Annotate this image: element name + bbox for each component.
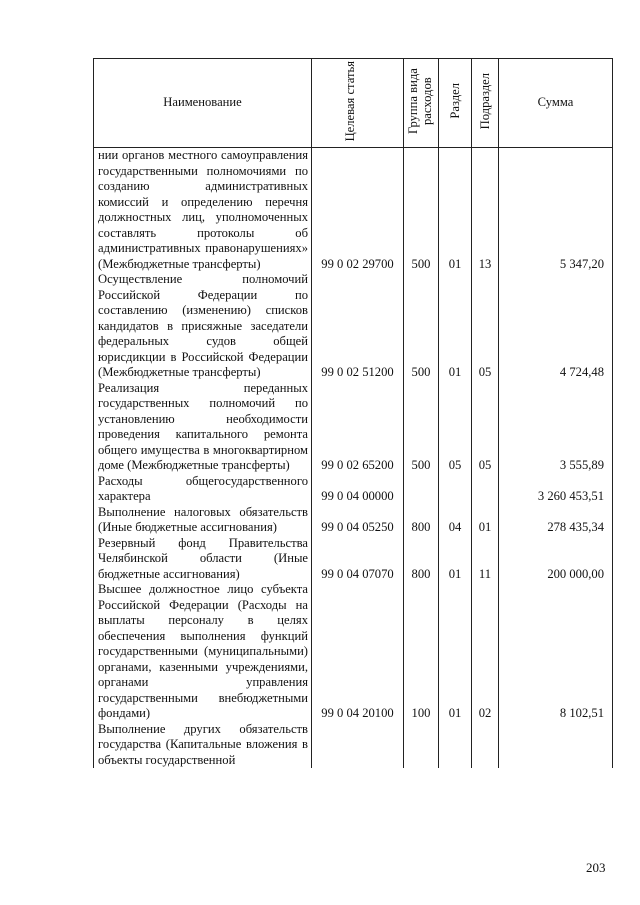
row-subsection: 02	[472, 582, 499, 722]
header-article	[312, 59, 404, 148]
row-name: Расходы общегосударственного характера	[94, 474, 312, 505]
table-row	[94, 148, 613, 273]
table-row	[94, 505, 613, 536]
page-number: 203	[586, 860, 606, 875]
budget-table	[93, 58, 613, 768]
row-name: нии органов местного самоуправления государственными полномочиями по созданию административных комиссий и определению перечня должностных лиц, уполномоченных составлять протоколы об административных правонарушениях» (Межбюджетные трансферты)	[94, 148, 312, 273]
row-subsection: 05	[472, 381, 499, 474]
header-subsection-text: Подраздел	[478, 72, 492, 129]
row-section	[439, 722, 472, 769]
row-code: 99 0 04 07070	[312, 536, 404, 583]
row-sum: 3 555,89	[499, 381, 613, 474]
row-subsection	[472, 722, 499, 769]
header-expense-group-text: Группа вида расходов	[406, 67, 434, 134]
row-sum: 278 435,34	[499, 505, 613, 536]
row-code	[312, 722, 404, 769]
row-subsection	[472, 474, 499, 505]
row-code: 99 0 02 29700	[312, 148, 404, 273]
row-group	[404, 722, 439, 769]
row-subsection: 05	[472, 272, 499, 381]
table-row	[94, 722, 613, 769]
header-subsection	[472, 59, 499, 148]
table-row	[94, 536, 613, 583]
row-group: 500	[404, 272, 439, 381]
row-sum: 5 347,20	[499, 148, 613, 273]
row-group: 800	[404, 536, 439, 583]
row-section: 01	[439, 582, 472, 722]
row-code: 99 0 04 20100	[312, 582, 404, 722]
row-name: Высшее должностное лицо субъекта Российской Федерации (Расходы на выплаты персоналу в целях обеспечения выполнения функций государственными (муниципальными) органами, казенными учреждениями, органами управления государственными внебюджетными фондами)	[94, 582, 312, 722]
row-group: 100	[404, 582, 439, 722]
row-group: 800	[404, 505, 439, 536]
header-name: Наименование	[94, 59, 312, 148]
row-name: Выполнение налоговых обязательств (Иные бюджетные ассигнования)	[94, 505, 312, 536]
header-article-text: Целевая статья	[342, 60, 357, 141]
header-sum: Сумма	[499, 59, 613, 148]
row-section: 01	[439, 272, 472, 381]
row-subsection: 11	[472, 536, 499, 583]
table-row	[94, 582, 613, 722]
table-header-row	[94, 59, 613, 148]
row-code: 99 0 04 05250	[312, 505, 404, 536]
row-group	[404, 474, 439, 505]
row-sum	[499, 722, 613, 769]
row-code: 99 0 02 65200	[312, 381, 404, 474]
header-section-text: Раздел	[448, 82, 462, 119]
row-section	[439, 474, 472, 505]
row-sum: 3 260 453,51	[499, 474, 613, 505]
row-group: 500	[404, 381, 439, 474]
row-name: Выполнение других обязательств государства (Капитальные вложения в объекты государственной	[94, 722, 312, 769]
header-section	[439, 59, 472, 148]
row-section: 01	[439, 536, 472, 583]
row-section: 01	[439, 148, 472, 273]
row-section: 04	[439, 505, 472, 536]
row-sum: 200 000,00	[499, 536, 613, 583]
row-sum: 8 102,51	[499, 582, 613, 722]
row-name: Осуществление полномочий Российской Федерации по составлению (изменению) списков кандидатов в присяжные заседатели федеральных судов общей юрисдикции в Российской Федерации (Межбюджетные трансферты)	[94, 272, 312, 381]
row-name: Резервный фонд Правительства Челябинской области (Иные бюджетные ассигнования)	[94, 536, 312, 583]
row-code: 99 0 04 00000	[312, 474, 404, 505]
row-section: 05	[439, 381, 472, 474]
row-name: Реализация переданных государственных полномочий по установлению необходимости проведения капитального ремонта общего имущества в многоквартирном доме (Межбюджетные трансферты)	[94, 381, 312, 474]
table-row	[94, 381, 613, 474]
header-expense-group	[404, 59, 439, 148]
row-subsection: 13	[472, 148, 499, 273]
table-row	[94, 272, 613, 381]
row-sum: 4 724,48	[499, 272, 613, 381]
row-group: 500	[404, 148, 439, 273]
row-code: 99 0 02 51200	[312, 272, 404, 381]
row-subsection: 01	[472, 505, 499, 536]
table-row	[94, 474, 613, 505]
